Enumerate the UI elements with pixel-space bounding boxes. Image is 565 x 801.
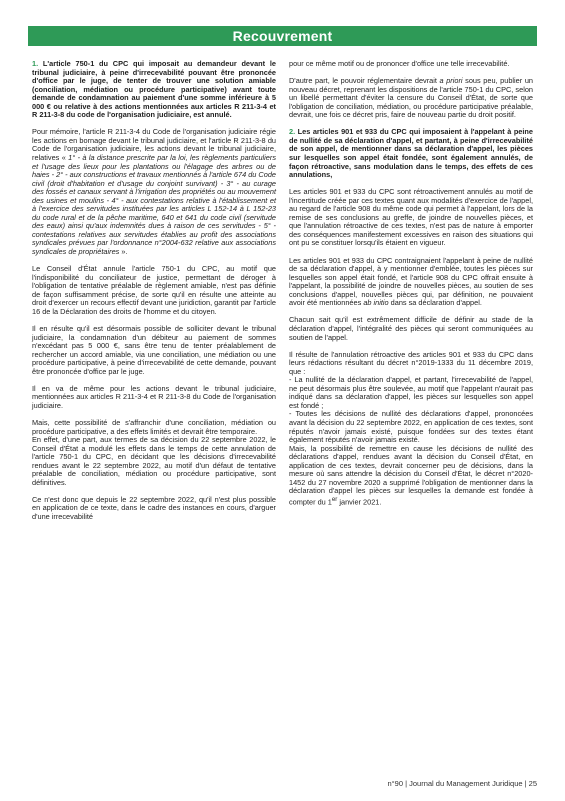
paragraph-text: ». <box>119 247 128 257</box>
paragraph-retroactive: Les articles 901 et 933 du CPC sont rétroactivement annulés au motif de l'incertitude créée par ces textes quant aux modalités d'exercice de l'appel, au regard de l'article 908 du même code qui permet à l'appelant, lors de la remise de ses conclusions au greffe, de joindre de nouvelles pièces, et que l'annulation rétroactive de ces textes, n'est pas de nature à emporter des conséquences manifestement excessives en raison des situations qui ont pu se constituer lorsqu'ils étaient en vigueur. <box>289 187 533 248</box>
paragraph-consequence: Il en résulte qu'il est désormais possible de solliciter devant le tribunal judiciaire, la condamnation d'un débiteur au paiement de sommes n'excédant pas 5 000 €, sans être tenu de tenter préalablement de rechercher un accord amiable, via une conciliation, une médiation ou une procédure participative, à peine d'irrecevabilité de cette demande, pouvant être prononcée d'office par le juge. <box>32 323 276 376</box>
italic-text: ab initio <box>363 298 389 308</box>
paragraph-text: sous peu, publier un nouveau décret, reprenant les dispositions de l'article 750-1 du CPC, selon un libellé permettant d'éviter la censure du Conseil d'État, de sorte que l'obligation de conciliation, médiation, ou procédure participative préalable, devrait, une fois ce décret pris, faire de nouveau partie du droit positif. <box>289 76 533 120</box>
right-column <box>289 60 533 515</box>
paragraph-reminder <box>32 128 276 256</box>
paragraph-limits: Mais, cette possibilité de s'affranchir d'une conciliation, médiation ou procédure participative, a des effets limités et devrait être temporaire. <box>32 417 276 436</box>
paragraph-since-date: Ce n'est donc que depuis le 22 septembre 2022, qu'il n'est plus possible en application de ce texte, dans le cadre des instances en cours, d'arguer d'une irrecevabilité <box>32 494 276 521</box>
paragraph-text: dans sa déclaration d'appel. <box>388 298 482 308</box>
paragraph-continuation: pour ce même motif ou de prononcer d'office une telle irrecevabilité. <box>289 59 510 68</box>
section-title-banner: Recouvrement <box>28 26 537 46</box>
paragraph-same-rule: Il en va de même pour les actions devant le tribunal judiciaire, mentionnées aux articles R 211-3-4 et R 211-3-8 du Code de l'organisation judiciaire. <box>32 383 276 410</box>
paragraph-annulment: Le Conseil d'État annule l'article 750-1 du CPC, au motif que l'indisponibilité du conciliateur de justice, permettant de déroger à l'obligation de tentative préalable de règlement amiable, n'est pas définie de façon suffisamment précise, de sorte qu'il en résulte une atteinte au droit d'exercer un recours effectif devant une juridiction, garantit par l'article 16 de la Déclaration des droits de l'homme et du citoyen. <box>32 264 276 316</box>
paragraph-difficulty: Chacun sait qu'il est extrêmement difficile de définir au stade de la déclaration d'appel, l'intégralité des pièces qui seront communiquées au soutien de l'appel. <box>289 315 533 342</box>
section-1-heading <box>32 60 276 120</box>
paragraph-result-item-1: - La nullité de la déclaration d'appel, et partant, l'irrecevabilité de l'appel, ne peut désormais plus être soulevée, au motif que l'appelant n'aurait pas indiqué dans sa déclaration d'appel, les pièces sur lesquelles son appel est fondé ; <box>289 375 533 410</box>
section-2-heading <box>289 128 533 179</box>
section-heading-text: L'article 750-1 du CPC qui imposait au demandeur devant le tribunal judiciaire, à peine d'irrecevabilité pouvant être prononcée d'office par le juge, de tenter de trouver une solution amiable (conciliation, médiation ou procédure participative) avant toute demande de condamnation au paiement d'une somme inférieure à 5 000 € ou relative à des actions mentionnées aux articles R 211-3-4 et R 211-3-8 du code de l'organisation judiciaire, est annulé. <box>32 59 276 120</box>
paragraph-result-item-2: - Toutes les décisions de nullité des déclarations d'appel, prononcées avant la décision du 22 septembre 2022, en application de ces textes, sont réputés n'avoir jamais existé, puisque fondées sur des textes étant également réputés n'avoir jamais existé. <box>289 409 533 445</box>
paragraph-text: Pour mémoire, l'article R 211-3-4 du Code de l'organisation judiciaire régie les actions en bornage devant le tribunal judiciaire, et l'article R 211-3-8 du Code de l'organisation judiciaire, les actions devant le tribunal judiciaire, relatives « <box>32 127 276 163</box>
section-heading-text: Les articles 901 et 933 du CPC qui imposaient à l'appelant à peine de nullité de sa déclaration d'appel, et partant, à peine d'irrecevabilité de son appel, de mentionner dans sa déclaration d'appel, les pièces sur lesquelles son appel était fondée, sont également annulés, de façon rétroactive, sans modulation dans le temps, des effets de ces annulations, <box>289 127 533 180</box>
paragraph-result-intro: Il résulte de l'annulation rétroactive des articles 901 et 933 du CPC dans leurs rédactions résultant du décret n°2019-1333 du 11 décembre 2019, que : <box>289 349 533 376</box>
page-footer: n°90 | Journal du Management Juridique | 25 <box>387 779 537 788</box>
left-column <box>32 60 276 530</box>
paragraph-text: janvier 2021. <box>337 497 382 507</box>
quoted-text: 1° - à la distance prescrite par la loi, les règlements particuliers et l'usage des lieux pour les plantations ou l'élagage des arbres ou de haies - 2° - aux constructions et travaux mentionnés à l'article 674 du Code civil (droit d'habitation et d'usage du conjoint survivant) - 3° - au curage des fossés et canaux servant à l'irrigation des propriétés ou au mouvement des usines et moulins - 4° - aux contestations relative à l'établissement et à l'exercice des servitudes instituées par les articles L 152-14 à L 152-23 du code rural et de la pêche maritime, 640 et 641 du code civil (servitude des eaux) ainsi qu'aux indemnités dues à raison de ces servitudes - 5° - contestations relatives aux servitudes établies au profit des associations syndicales prévues par l'ordonnance n°2004-632 relative aux associations syndicales de propriétaires <box>32 153 276 257</box>
paragraph-text: Les articles 901 et 933 du CPC contraignaient l'appelant à peine de nullité de sa déclaration d'appel, à y mentionner d'emblée, toutes les pièces sur lesquelles son appel était fondé, et l'article 908 du CPC offrait ensuite à l'appelant, la possibilité de joindre de nouvelles pièces, au soutien de ses conclusions d'appel, nouvelles pièces qui, par définition, ne pouvaient avoir été mentionnées <box>289 255 533 308</box>
paragraph-text: D'autre part, le pouvoir réglementaire devrait <box>289 76 440 86</box>
paragraph-articles <box>289 257 533 308</box>
paragraph-modulation: En effet, d'une part, aux termes de sa décision du 22 septembre 2022, le Conseil d'État a modulé les effets dans le temps de cette annulation de l'article 750-1 du CPC, en décidant que les décisions d'irrecevabilité rendues avant le 22 septembre 2022, au motif d'un défaut de tentative préalable de conciliation, médiation ou procédure participative, sont définitives. <box>32 435 276 487</box>
paragraph-new-decree <box>289 77 533 120</box>
section-number: 1. <box>32 59 39 68</box>
section-number: 2. <box>289 127 296 137</box>
paragraph-text: Mais, la possibilité de remettre en cause les décisions de nullité des déclarations d'appel, rendues avant la décision du Conseil d'État, en application de ces textes, devrait concerner peu de décisions, dans la mesure où sans attendre la décision du Conseil d'État, le décret n°2020-1452 du 27 novembre 2020 a supprimé l'obligation de mentionner dans la déclaration d'appel les pièces sur lesquelles la demande est fondée à compter du 1 <box>289 443 533 507</box>
superscript-text: er <box>331 495 338 503</box>
paragraph-final <box>289 445 533 507</box>
italic-text: a priori <box>439 76 463 86</box>
